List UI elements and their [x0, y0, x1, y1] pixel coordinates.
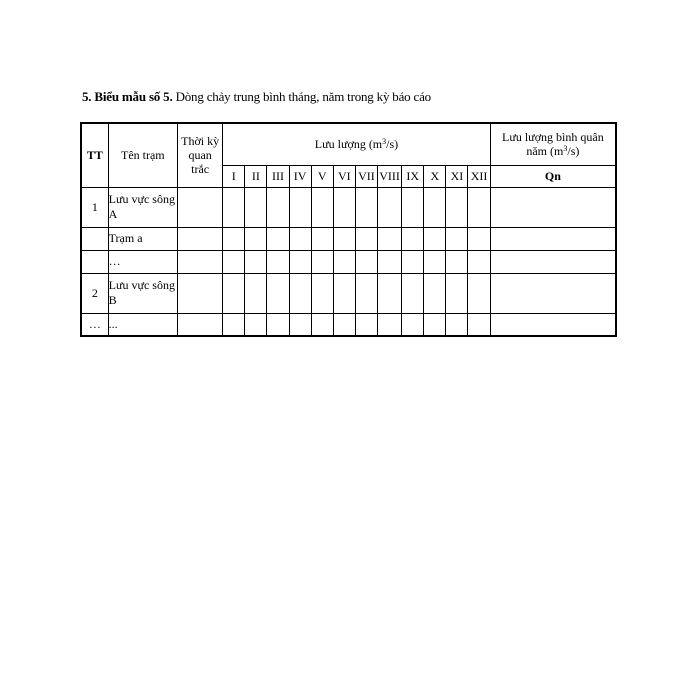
header-tt: TT [81, 123, 108, 187]
header-month-i: I [223, 165, 245, 187]
table-row [81, 273, 616, 313]
empty-cell [223, 187, 245, 227]
empty-cell [490, 273, 616, 313]
empty-cell [402, 227, 424, 250]
header-flow: Lưu lượng $(m^3/s)$ [223, 123, 491, 165]
empty-cell [333, 273, 355, 313]
empty-cell [267, 250, 289, 273]
row-station-name: ... [108, 313, 177, 336]
row-tt [81, 250, 108, 273]
header-month-x: X [424, 165, 446, 187]
empty-cell [402, 250, 424, 273]
empty-cell [245, 313, 267, 336]
empty-cell [402, 313, 424, 336]
empty-cell [311, 313, 333, 336]
empty-cell [245, 187, 267, 227]
empty-cell [424, 273, 446, 313]
row-station-name: Trạm a [108, 227, 177, 250]
row-station-name: Lưu vực sông B [108, 273, 177, 313]
empty-cell [378, 250, 402, 273]
empty-cell [490, 187, 616, 227]
empty-cell [311, 273, 333, 313]
empty-cell [311, 187, 333, 227]
empty-cell [223, 313, 245, 336]
empty-cell [468, 227, 490, 250]
empty-cell [468, 250, 490, 273]
empty-cell [355, 227, 377, 250]
empty-cell [378, 273, 402, 313]
empty-cell [378, 187, 402, 227]
empty-cell [402, 273, 424, 313]
empty-cell [178, 227, 223, 250]
empty-cell [333, 250, 355, 273]
header-month-viii: VIII [378, 165, 402, 187]
header-month-ii: II [245, 165, 267, 187]
empty-cell [490, 227, 616, 250]
empty-cell [267, 313, 289, 336]
empty-cell [424, 187, 446, 227]
empty-cell [490, 313, 616, 336]
header-month-xii: XII [468, 165, 490, 187]
empty-cell [333, 187, 355, 227]
form-number: 5. Biểu mẫu số 5. [82, 89, 173, 104]
empty-cell [178, 313, 223, 336]
header-month-ix: IX [402, 165, 424, 187]
empty-cell [355, 187, 377, 227]
empty-cell [333, 227, 355, 250]
row-station-name: Lưu vực sông A [108, 187, 177, 227]
header-month-vii: VII [355, 165, 377, 187]
empty-cell [178, 250, 223, 273]
table-row [81, 227, 616, 250]
empty-cell [446, 227, 468, 250]
empty-cell [355, 273, 377, 313]
row-tt: 1 [81, 187, 108, 227]
empty-cell [311, 227, 333, 250]
empty-cell [289, 273, 311, 313]
empty-cell [267, 187, 289, 227]
empty-cell [245, 250, 267, 273]
empty-cell [468, 313, 490, 336]
header-annual-flow: Lưu lượng bình quân năm $(m^3/s)$ [490, 123, 616, 165]
empty-cell [289, 313, 311, 336]
row-tt [81, 227, 108, 250]
table-row [81, 313, 616, 336]
header-month-xi: XI [446, 165, 468, 187]
header-month-vi: VI [333, 165, 355, 187]
row-station-name: … [108, 250, 177, 273]
flow-report-table [80, 122, 617, 337]
empty-cell [223, 250, 245, 273]
empty-cell [378, 313, 402, 336]
header-qn: Qn [490, 165, 616, 187]
empty-cell [424, 250, 446, 273]
empty-cell [446, 273, 468, 313]
empty-cell [402, 187, 424, 227]
empty-cell [178, 273, 223, 313]
empty-cell [424, 227, 446, 250]
empty-cell [468, 187, 490, 227]
empty-cell [424, 313, 446, 336]
empty-cell [289, 187, 311, 227]
empty-cell [490, 250, 616, 273]
empty-cell [311, 250, 333, 273]
empty-cell [178, 187, 223, 227]
empty-cell [468, 273, 490, 313]
header-observation-period: Thời kỳ quan trắc [178, 123, 223, 187]
row-tt: … [81, 313, 108, 336]
header-month-iv: IV [289, 165, 311, 187]
empty-cell [446, 313, 468, 336]
empty-cell [223, 273, 245, 313]
empty-cell [223, 227, 245, 250]
table-row [81, 187, 616, 227]
form-caption [82, 89, 431, 105]
form-title: Dòng chảy trung bình tháng, năm trong kỳ báo cáo [172, 89, 431, 104]
empty-cell [267, 273, 289, 313]
empty-cell [267, 227, 289, 250]
header-month-iii: III [267, 165, 289, 187]
table-row [81, 250, 616, 273]
empty-cell [355, 313, 377, 336]
empty-cell [333, 313, 355, 336]
empty-cell [245, 227, 267, 250]
empty-cell [355, 250, 377, 273]
empty-cell [446, 250, 468, 273]
header-month-v: V [311, 165, 333, 187]
empty-cell [378, 227, 402, 250]
empty-cell [446, 187, 468, 227]
empty-cell [289, 250, 311, 273]
row-tt: 2 [81, 273, 108, 313]
empty-cell [245, 273, 267, 313]
empty-cell [289, 227, 311, 250]
header-station-name: Tên trạm [108, 123, 177, 187]
